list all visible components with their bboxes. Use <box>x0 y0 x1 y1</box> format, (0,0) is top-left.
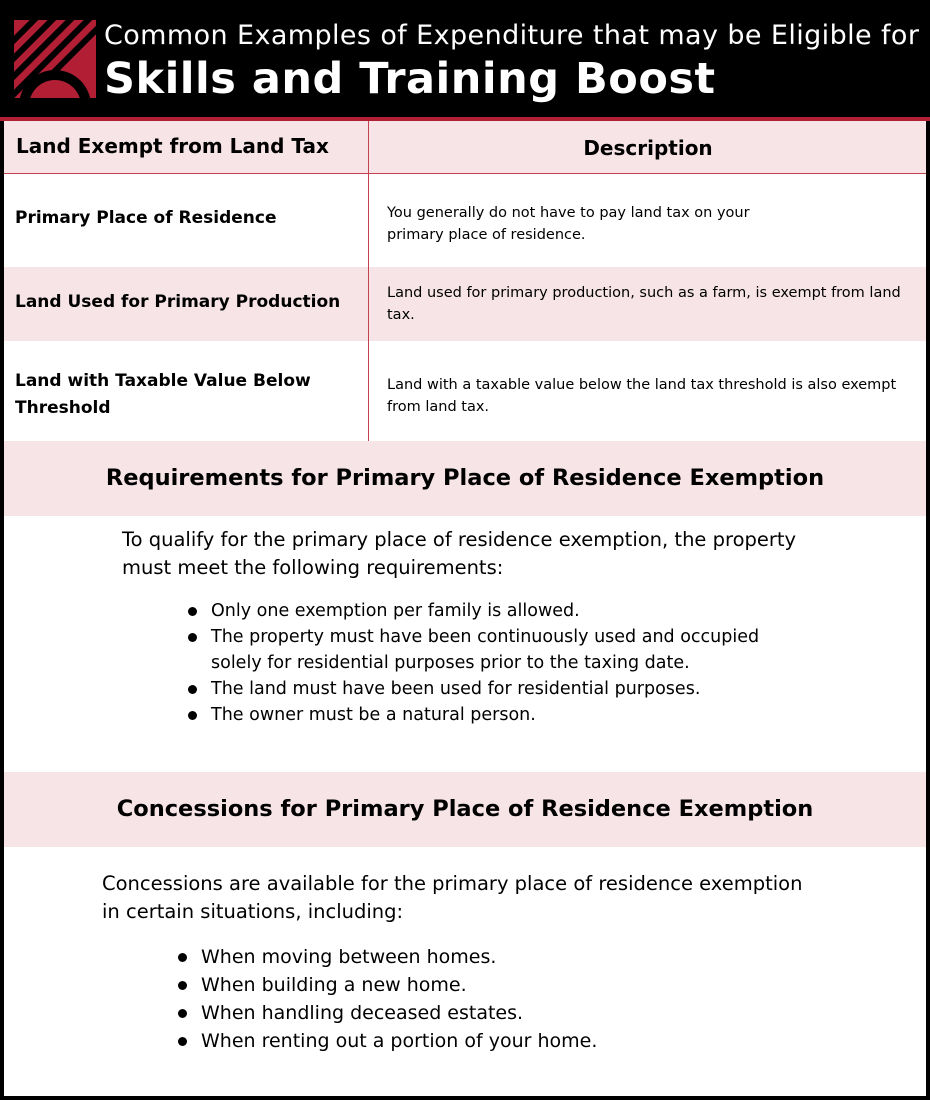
list-item: When moving between homes. <box>178 943 798 971</box>
requirements-section-header <box>4 441 926 516</box>
table-row <box>4 341 926 441</box>
table-header-row <box>4 121 926 174</box>
table-header-description: Description <box>583 136 713 160</box>
table-cell-description: Land with a taxable value below the land tax threshold is also exempt from land tax. <box>387 377 897 415</box>
table-column-divider <box>368 121 369 441</box>
header-subtitle: Common Examples of Expenditure that may be Eligible for <box>104 20 920 51</box>
list-item: When renting out a portion of your home. <box>178 1027 798 1055</box>
concessions-intro: Concessions are available for the primary place of residence exemption in certain situations, including: <box>102 872 803 923</box>
table-header-item: Land Exempt from Land Tax <box>16 134 329 158</box>
concessions-title: Concessions for Primary Place of Residence Exemption <box>116 796 814 822</box>
requirements-title: Requirements for Primary Place of Residence Exemption <box>105 465 825 491</box>
list-item: When building a new home. <box>178 971 798 999</box>
table-cell-description: Land used for primary production, such as a farm, is exempt from land tax. <box>387 285 901 323</box>
content-panel <box>4 121 926 1096</box>
list-item: When handling deceased estates. <box>178 999 798 1027</box>
list-item: Only one exemption per family is allowed. <box>188 598 808 624</box>
table-cell-item: Land with Taxable Value Below Threshold <box>15 371 311 418</box>
table-cell-item: Land Used for Primary Production <box>15 292 341 312</box>
header-banner <box>0 0 930 118</box>
list-item: The land must have been used for residential purposes. <box>188 676 808 702</box>
requirements-list <box>188 598 808 728</box>
list-item: The property must have been continuously used and occupied solely for residential purposes prior to the taxing date. <box>188 624 808 676</box>
header-title: Skills and Training Boost <box>104 54 716 104</box>
requirements-intro: To qualify for the primary place of residence exemption, the property must meet the following requirements: <box>122 528 797 579</box>
table-cell-description: You generally do not have to pay land tax on your primary place of residence. <box>387 205 750 243</box>
logo-icon <box>14 20 96 102</box>
list-item: The owner must be a natural person. <box>188 702 808 728</box>
table-row <box>4 267 926 341</box>
concessions-section-header <box>4 772 926 847</box>
table-cell-item: Primary Place of Residence <box>15 208 277 228</box>
table-row <box>4 175 926 267</box>
concessions-list <box>178 943 798 1055</box>
